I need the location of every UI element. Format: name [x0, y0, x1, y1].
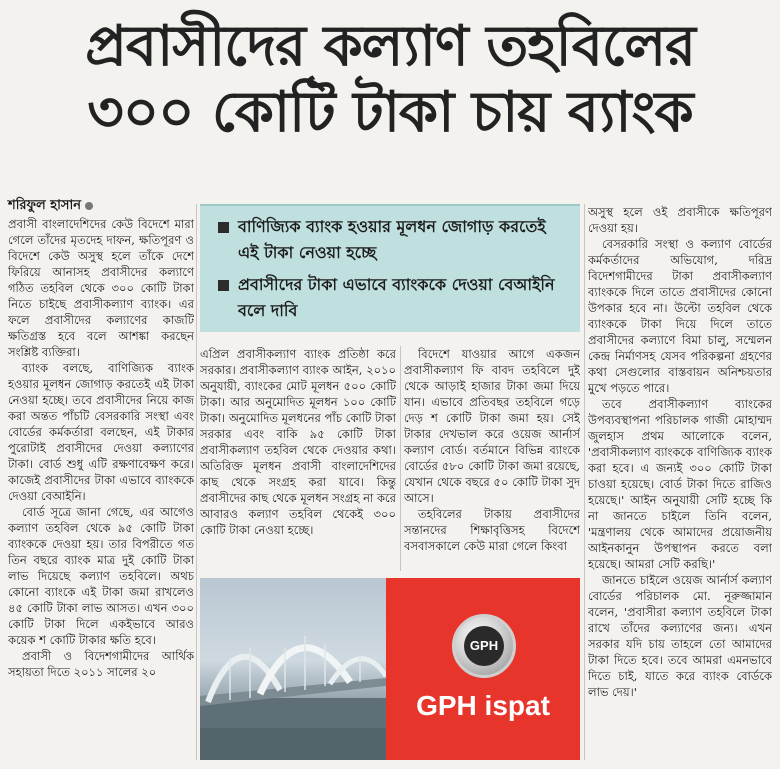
- paragraph: প্রবাসী বাংলাদেশিদের কেউ বিদেশে মারা গেলে তাঁদের মৃতদেহ দাফন, ক্ষতিপূরণ ও বিদেশে কেউ অসুস্থ হলে তাঁকে দেশে ফিরিয়ে আনাসহ প্রবাসীদের কল্যাণে গঠিত তহবিল থেকে ৩০০ কোটি টাকা নিতে চাইছে প্রবাসীকল্যাণ ব্যাংক। এর ফলে প্রবাসীদের কল্যাণের কাজটি ক্ষতিগ্রস্ত হবে বলে আশঙ্কা করছেন সংশ্লিষ্ট ব্যক্তিরা।: [8, 217, 194, 359]
- author-name: শরিফুল হাসান: [8, 198, 81, 213]
- article-column-1: [8, 216, 194, 761]
- paragraph: তহবিলের টাকায় প্রবাসীদের সন্তানদের শিক্ষাবৃত্তিসহ বিদেশে বসবাসকালে কেউ মারা গেলে কিংবা: [404, 507, 580, 553]
- headline: [0, 14, 780, 146]
- byline-dot-icon: [85, 202, 93, 210]
- column-divider: [584, 204, 585, 760]
- paragraph: বিদেশে যাওয়ার আগে একজন প্রবাসীকল্যাণ ফি বাবদ তহবিলে দুই থেকে আড়াই হাজার টাকা জমা দিয়ে যান। এভাবে প্রতিবছর তহবিলে গড়ে দেড় শ কোটি টাকা জমা হয়। সেই টাকার দেখভাল করে ওয়েজ আর্নার্স কল্যাণ বোর্ড। বর্তমানে বিভিন্ন ব্যাংকে বোর্ডের ৫৮০ কোটি টাকা জমা রয়েছে, যেখান থেকে বছরে ৫০ কোটি টাকা সুদ আসে।: [404, 347, 580, 505]
- callout-text: বাণিজ্যিক ব্যাংক হওয়ার মূলধন জোগাড় করতেই এই টাকা নেওয়া হচ্ছে: [238, 217, 546, 262]
- paragraph: অসুস্থ হলে ওই প্রবাসীকে ক্ষতিপূরণ দেওয়া হয়।: [588, 205, 772, 235]
- headline-line-1: প্রবাসীদের কল্যাণ তহবিলের: [85, 14, 695, 79]
- logo-text: GPH: [464, 626, 504, 666]
- paragraph: ব্যাংক বলছে, বাণিজ্যিক ব্যাংক হওয়ার মূলধন জোগাড় করতেই এই টাকা নেওয়া হচ্ছে। তবে প্রবাসীদের নিয়ে কাজ করা অন্তত পাঁচটি বেসরকারি সংস্থা এবং বোর্ডের কর্মকর্তারা বলছেন, এই টাকার পুরোটাই প্রবাসীদের দেওয়া কল্যাণের টাকা। বোর্ড শুধু এটি রক্ষণাবেক্ষণ করে। কাজেই প্রবাসীদের টাকা এভাবে ব্যাংককে দেওয়া বেআইনি।: [8, 361, 194, 503]
- gph-ispat-advertisement[interactable]: [386, 578, 580, 760]
- byline: [8, 196, 93, 217]
- callout-text: প্রবাসীদের টাকা এভাবে ব্যাংককে দেওয়া বেআইনি বলে দাবি: [238, 275, 555, 320]
- paragraph: এপ্রিল প্রবাসীকল্যাণ ব্যাংক প্রতিষ্ঠা করে সরকার। প্রবাসীকল্যাণ ব্যাংক আইন, ২০১০ অনুযায়ী, ব্যাংকের মোট মূলধন ৫০০ কোটি টাকা। আর অনুমোদিত মূলধন ১০০ কোটি টাকা। অনুমোদিত মূলধনের পাঁচ কোটি টাকা সরকার এবং বাকি ৯৫ কোটি টাকা প্রবাসীকল্যাণ তহবিল থেকে দেওয়ার কথা। অতিরিক্ত মূলধন প্রবাসী বাংলাদেশিদের কাছ থেকে সংগ্রহ করা যাবে। কিন্তু প্রবাসীদের কাছ থেকে মূলধন সংগ্রহ না করে আবারও কল্যাণ তহবিল থেকেই ৩০০ কোটি টাকা নেওয়া হচ্ছে।: [200, 347, 396, 537]
- article-column-2: [200, 346, 396, 571]
- paragraph: জানতে চাইলে ওয়েজ আর্নার্স কল্যাণ বোর্ডের পরিচালক মো. নূরুজ্জামান বলেন, 'প্রবাসীরা কল্যাণ তহবিলে টাকা রাখে তাঁদের কল্যাণের জন্য। এখন সরকার যদি চায় তাহলে তো আমাদের টাকা দিতে হবে। তবে আমরা এমনভাবে দিতে চাই, যাতে করে ব্যাংক বোর্ডকে লাভ দেয়।': [588, 573, 772, 699]
- article-column-3: [404, 346, 580, 571]
- headline-line-2: ৩০০ কোটি টাকা চায় ব্যাংক: [87, 80, 693, 145]
- ad-brand-name: GPH ispat: [416, 690, 550, 721]
- paragraph: বেসরকারি সংস্থা ও কল্যাণ বোর্ডের কর্মকর্তাদের অভিযোগ, দরিদ্র বিদেশগামীদের টাকা প্রবাসীকল্যাণ ব্যাংককে দিলে তাতে প্রবাসীদের কোনো উপকার হবে না। উল্টো তহবিল থেকে ব্যাংককে টাকা দিয়ে দিলে তাতে প্রবাসীদের কল্যাণে বিমা চালু, সম্মেলন কেন্দ্র নির্মাণসহ যেসব পরিকল্পনা গ্রহণের কথা সেগুলোর বাস্তবায়ন অনিশ্চয়তার মুখে পড়তে পারে।: [588, 237, 772, 395]
- paragraph: তবে প্রবাসীকল্যাণ ব্যাংকের উপব্যবস্থাপনা পরিচালক গাজী মোহাম্মদ জুলহাস প্রথম আলোকে বলেন, 'প্রবাসীকল্যাণ ব্যাংককে বাণিজ্যিক ব্যাংক করা হবে। এ জন্যই ৩০০ কোটি টাকা চাওয়া হয়েছে। বোর্ড টাকা দিতে রাজিও হয়েছে।' আইন অনুযায়ী সেটি হচ্ছে কি না জানতে চাইলে তিনি বলেন, 'মন্ত্রণালয় থেকে আমাদের প্রয়োজনীয় আইনকানুন উপস্থাপন করতে বলা হয়েছে। আমরা সেটি করছি।': [588, 397, 772, 571]
- callout-item: [218, 272, 568, 324]
- callout-item: [218, 214, 568, 266]
- square-bullet-icon: [218, 280, 229, 291]
- highlight-callout: [200, 204, 580, 332]
- article-column-4: [588, 204, 772, 764]
- paragraph: বোর্ড সূত্রে জানা গেছে, এর আগেও কল্যাণ তহবিল থেকে ৯৫ কোটি টাকা ব্যাংককে দেওয়া হয়। তার বিপরীতে গত তিন বছরে ব্যাংক মাত্র দুই কোটি টাকা লাভ দিয়েছে কল্যাণ তহবিলে। অথচ কোনো ব্যাংকে এই টাকা জমা রাখলেও ৪৫ কোটি টাকা লাভ আসত। এখন ৩০০ কোটি টাকা দিলে একইভাবে আরও কয়েক শ কোটি টাকার ক্ষতি হবে।: [8, 505, 194, 647]
- column-divider: [400, 346, 401, 571]
- paragraph: প্রবাসী ও বিদেশগামীদের আর্থিক সহায়তা দিতে ২০১১ সালের ২০: [8, 649, 194, 679]
- bridge-photo: [200, 578, 386, 760]
- square-bullet-icon: [218, 222, 229, 233]
- column-divider: [196, 204, 197, 760]
- bridge-illustration-icon: [200, 578, 386, 760]
- gph-logo-icon: [452, 614, 516, 678]
